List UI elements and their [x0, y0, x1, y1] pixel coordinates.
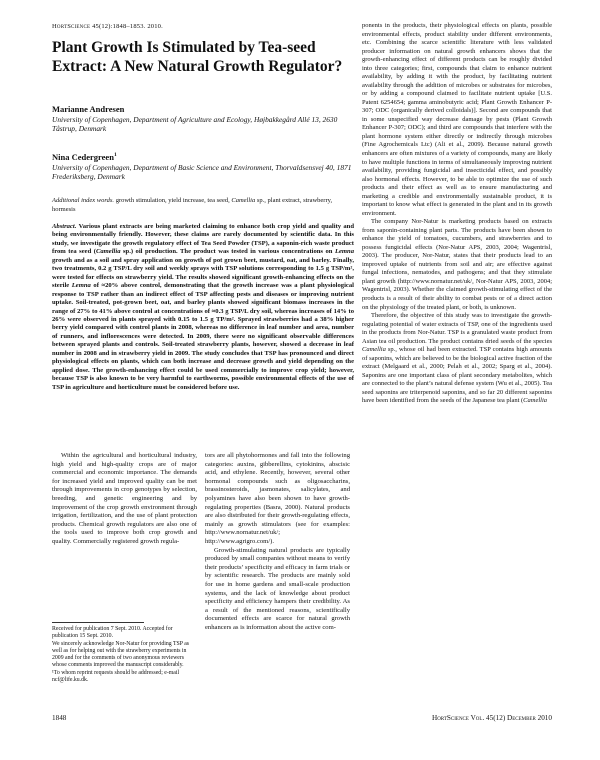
- paragraph: The company Nor-Natur is marketing products based on extracts from saponin-containing plant parts. The products have been shown to enhance the yield of tomatoes, cucumbers, and strawberries and to possess fungicidal effects (Nor-Natur APS, 2003, 2004; Wagentrisl, 2003). The producer, Nor-Natur, states that their products lead to an improved uptake of nutrients from soil and air; are effective against fungal infections, nematodes, and pathogens; and that they stimulate plant growth (http://www.nornatur.net/uk/, Nor-Natur APS, 2003, 2004; Wagentrisl, 2003). Whether the claimed growth-stimulating effect of the products is a result of their ability to combat pests or of a direct action on the physiology of the treated plant, or both, is unknown.: [362, 218, 552, 311]
- footnote-divider: [52, 622, 144, 623]
- footnotes: [52, 626, 197, 684]
- body-column-left: [52, 452, 197, 547]
- running-header: HortScience 45(12):1848–1853. 2010.: [52, 23, 163, 30]
- keywords: Additional index words. growth stimulation, yield increase, tea seed, Camellia sp., plant extract, strawberry, hormesis: [52, 197, 333, 213]
- paragraph: ponents in the products, their physiological effects on plants, possible environmental effects, product stability under different environments, etc. Combining the scarce scientific literature with less validated producer information on natural growth enhancers shows that the growth-enhancing effect of different products can be roughly divided into three categories; first, compounds that claim to enhance nutrient availability, by adding it with the product, by facilitating nutrient availability through the addition of microbes or substrates for microbes, or by adding a compound claimed to facilitate nutrient uptake [U.S. Patent 6254654; gamma aminobutyric acid; Plant Growth Enhancer P-307; ODC (organically derived colloidals)]. Second are compounds that in some unspecified way decrease damage by pests (Plant Growth Enhancer P-307; ODC); and third are compounds that interfere with the plant hormone system either directly or indirectly through microbes (Fine Agrochemicals Ltc) (Ali et al., 2009). Because natural growth enhancers are often mixtures of a variety of compounds, many are likely to have multiple functions in terms of simultaneously improving nutrient availability, providing fungicidal and insecticidal effect, and possibly also hormonal effects. However, to be able to optimize the use of such products and their effect as well as to ensure manufacturing and marketing a credible and environmentally sustainable product, it is important to know what effect is generated in the plant and in its growth environment.: [362, 22, 552, 217]
- author-name: Nina Cedergreen$^1$: [52, 152, 117, 162]
- author-name: Marianne Andresen: [52, 104, 125, 114]
- footnote-marker: 1: [113, 152, 117, 159]
- journal-footer: HortScience Vol. 45(12) December 2010: [432, 714, 552, 722]
- body-column-right: [362, 22, 552, 406]
- abstract: Abstract. Various plant extracts are being marketed claiming to enhance both crop yield and quality and being environmentally friendly. However, these claims are rarely documented by scientific data. In this study, we investigate the growth regulatory effect of Tea Seed Powder (TSP), a saponin-rich waste product from tea seed (Camellia sp.) oil production. The product was tested in various concentrations on Lemna growth and as a soil and spray application on growth of pot grown beet, mustard, oat, and barley. Finally, two treatments, 0.2 g TSP/L dry soil and weekly sprays with TSP solutions corresponding to 1.5 g TSP/m², were tested for effects on strawberry yield. The results showed significant growth-enhancing effects on the sterile Lemna of ≈20% above control, demonstrating that the growth increase was a plant physiological response to TSP rather than an indirect effect of TSP affecting pests and diseases or improving nutrient uptake. Soil-treated, pot-grown beet, oat, and barley plants showed significant biomass increases in the range of 27% to 41% above control at concentrations of ≈0.3 g TSP/L dry soil, whereas increases of 14% to 26% were observed in plants sprayed with 0.15 to 1.5 g TP/m². Sprayed strawberries had a 38% higher berry yield compared with control plants in 2008, whereas no difference in leaf number and area, number of runners, and inflorescences were detected. In 2009, there were no significant observable differences between sprayed plants and controls. Soil-treated strawberry plants, however, showed a decrease in leaf number in 2008 and in strawberry yield in 2009. The study concludes that TSP has pronounced and direct physiological effects on plants, which can both increase and decrease growth and yield depending on the applied dose. The growth-enhancing effect could be used commercially to improve crop yield; however, because TSP is also known to be very harmful to earthworms, possible environmental effects of the use of TSP in agriculture and horticulture must be considered before use.: [52, 223, 355, 391]
- author-block-1: [52, 104, 352, 134]
- paragraph: tors are all phytohormones and fall into the following categories: auxins, gibberellins, cytokinins, abscisic acid, and ethylene. Recently, however, several other hormonal compounds such as oligosaccharins, brassinosteroids, jasmonates, salicylates, and polyamines have also been shown to have growth-regulating properties (Basra, 2000). Natural products are also distributed for their growth-regulating effects, mainly as growth stimulators (see for examples: http://www.nornatur.net/uk/; http://www.agrigro.com/).: [205, 452, 350, 545]
- footnote-received: Received for publication 7 Sept. 2010. Accepted for publication 15 Sept. 2010.: [52, 626, 173, 640]
- author-affiliation: University of Copenhagen, Department of Basic Science and Environment, Thorvaldsensvej 40, 1871 Frederiksberg, Denmark: [52, 163, 352, 182]
- paragraph: Growth-stimulating natural products are typically produced by small companies without means to verify their products’ specificity and efficacy in farm trials or by scientific research. The products are mainly sold for use in home gardens and small-scale production systems, and the lack of knowledge about product specificity and efficiency hampers their credibility. As a result of the mentioned reasons, scientifically documented effects are scarce for natural growth enhancers as is information about the active com-: [205, 546, 350, 631]
- article-title: Plant Growth Is Stimulated by Tea-seed Extract: A New Natural Growth Regulator?: [52, 39, 343, 75]
- abstract-label: Abstract.: [52, 223, 77, 230]
- paragraph: Therefore, the objective of this study was to investigate the growth-regulating potential of water extracts of TSP, one of the ingredients used in the products from Nor-Natur. TSP is a granulated waste product from Asian tea oil production. The product contains dried seeds of the species Camellia sp., whose oil had been extracted. TSP contains high amounts of saponins, which are believed to be the biological active fraction of the extract (Melgaard et al., 2000; Pelah et al., 2002; Sparg et al., 2004). Saponins are one important class of plant secondary metabolites, which are connected to the plant’s natural defense system (Wu et al., 2005). Tea seed saponins are triterpenoid saponins, and so far 20 different saponins have been identified from the seeds of the Japanese tea plant (Camellia: [362, 312, 552, 405]
- body-column-middle: [205, 452, 350, 632]
- author-affiliation: University of Copenhagen, Department of Agriculture and Ecology, Højbakkegård Allé 13, 2630 Tåstrup, Denmark: [52, 115, 338, 134]
- author-block-2: [52, 152, 352, 182]
- footnote-correspondence: ¹To whom reprint requests should be addressed; e-mail ncf@life.ku.dk.: [52, 669, 180, 684]
- footnote-acknowledgment: We sincerely acknowledge Nor-Natur for providing TSP as well as for helping out with the strawberry experiments in 2009 and for the comments of two anonymous reviewers whose comments improved the manuscript considerably.: [52, 640, 190, 669]
- page-number: 1848: [52, 714, 67, 722]
- keywords-label: Additional index words.: [52, 197, 115, 204]
- paragraph: Within the agricultural and horticultural industry, high yield and high-quality crops are of major commercial and economic importance. The demands for increased yield and improved quality can be met through improvements in crop genotypes by selection, breeding, and genetic engineering and by improvement of the crop growth environment through irrigation, fertilization, and the use of plant protection products. Chemical growth regulators are also one of the tools used to improve both crop growth and quality. Commercially registered growth regula-: [52, 452, 197, 545]
